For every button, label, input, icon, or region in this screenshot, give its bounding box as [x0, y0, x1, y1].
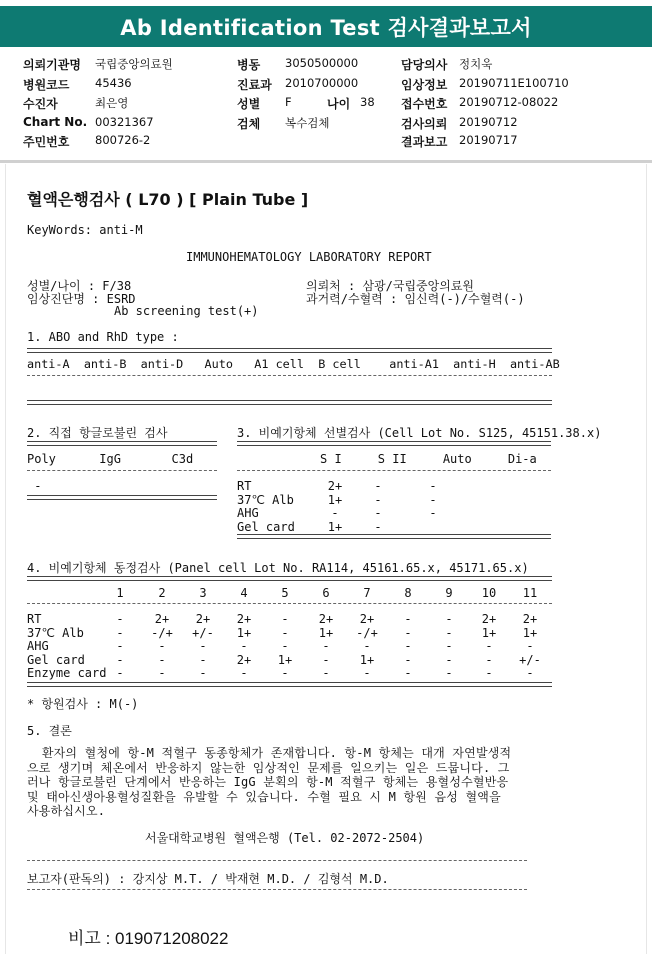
panel-column-header: 10 — [481, 586, 497, 600]
panel-cell: - — [281, 666, 289, 680]
label-chart-no: Chart No. — [23, 115, 88, 129]
panel-cell: 2+ — [359, 612, 375, 626]
panel-cell: -/+ — [151, 625, 173, 640]
panel-cell: - — [445, 666, 453, 680]
panel-cell: - — [404, 666, 412, 680]
antigen-test: * 항원검사 : M(-) — [27, 697, 139, 711]
panel-cell: - — [158, 652, 166, 667]
screening-columns: S I S II Auto Di-a — [320, 452, 537, 466]
dat-columns: Poly IgG C3d — [27, 452, 194, 466]
panel-cell: - — [445, 625, 453, 640]
panel-cell: - — [116, 666, 124, 680]
value-requesting-org: 국립중앙의료원 — [95, 57, 173, 71]
history: 과거력/수혈력 : 임신력(-)/수혈력(-) — [306, 292, 525, 306]
conclusion-line: 환자의 혈청에 항-M 적혈구 동종항체가 존재합니다. 항-M 항체는 대개 자연발생적 — [27, 746, 512, 760]
double-rule — [237, 441, 551, 446]
panel-cell: - — [116, 612, 124, 626]
panel-cell: +/- — [519, 652, 541, 667]
label-ward: 병동 — [237, 58, 261, 72]
value-sex: F — [285, 95, 292, 109]
panel-cell: - — [445, 639, 453, 653]
label-hospital-code: 병원코드 — [23, 78, 70, 92]
panel-column-header: 1 — [116, 586, 124, 600]
value-age: 38 — [360, 95, 375, 109]
value-report-date: 20190717 — [459, 133, 518, 147]
panel-cell: - — [485, 652, 493, 667]
panel-cell: - — [116, 652, 124, 667]
panel-cell: - — [526, 639, 534, 653]
label-receipt-no: 접수번호 — [401, 97, 448, 111]
value-specimen: 복수검체 — [285, 116, 330, 130]
abo-columns: anti-A anti-B anti-D Auto A1 cell B cell anti-A1 anti-H anti-AB — [27, 357, 560, 371]
value-hospital-code: 45436 — [95, 76, 132, 90]
panel-column-header: 9 — [445, 586, 453, 600]
value-resident-no: 800726-2 — [95, 133, 151, 147]
double-rule — [27, 441, 217, 446]
single-rule — [27, 603, 552, 604]
panel-cell: 1+ — [481, 625, 497, 640]
panel-cell: 1+ — [236, 625, 252, 640]
section-1-title: 1. ABO and RhD type : — [27, 330, 179, 344]
screening-cell: - — [331, 506, 339, 520]
double-rule — [27, 348, 552, 353]
panel-cell: - — [404, 612, 412, 626]
panel-cell: - — [322, 639, 330, 653]
panel-cell: - — [363, 666, 371, 680]
panel-cell: 2+ — [522, 612, 538, 626]
label-patient: 수진자 — [23, 97, 58, 111]
panel-cell: 2+ — [236, 612, 252, 626]
panel-cell: - — [158, 639, 166, 653]
screening-row-label: RT — [237, 479, 252, 493]
section-2-title: 2. 직접 항글로불린 검사 — [27, 426, 168, 440]
conclusion-line: 및 태아신생아용혈성질환을 유발할 수 있습니다. 수혈 필요 시 M 항원 음성 혈액을 — [27, 789, 501, 804]
panel-cell: - — [281, 625, 289, 640]
panel-column-header: 11 — [522, 586, 538, 600]
value-patient: 최은영 — [95, 96, 129, 110]
report-title: Ab Identification Test 검사결과보고서 — [120, 15, 532, 40]
panel-cell: 2+ — [318, 612, 334, 626]
double-rule — [237, 534, 551, 539]
label-specimen: 검체 — [237, 117, 261, 131]
panel-cell: - — [199, 639, 207, 653]
panel-cell: - — [404, 625, 412, 640]
panel-cell: 2+ — [481, 612, 497, 626]
report-title-bar — [0, 6, 652, 47]
panel-cell: - — [116, 625, 124, 640]
double-rule — [27, 400, 552, 405]
panel-column-header: 8 — [404, 586, 412, 600]
screening-row-label: Gel card — [237, 519, 295, 534]
panel-cell: - — [240, 639, 248, 653]
single-rule — [237, 470, 551, 471]
panel-cell: +/- — [192, 625, 214, 640]
panel-cell: - — [322, 666, 330, 680]
panel-cell: - — [526, 666, 534, 680]
value-clinical-info: 20190711E100710 — [459, 76, 569, 90]
value-receipt-no: 20190712-08022 — [459, 95, 559, 109]
reporters: 보고자(판독의) : 강지상 M.T. / 박재현 M.D. / 김형석 M.D. — [27, 872, 389, 886]
screening-cell: - — [429, 506, 437, 520]
value-chart-no: 00321367 — [95, 115, 154, 129]
conclusion-line: 러나 항글로불린 단계에서 반응하는 IgG 분획의 항-M 적혈구 항체는 용혈성수혈반응 — [27, 775, 509, 789]
clinical-diagnosis: 임상진단명 : ESRD — [27, 292, 136, 306]
value-ward: 3050500000 — [285, 56, 359, 70]
single-rule — [27, 470, 217, 471]
header-divider — [0, 160, 652, 163]
label-requesting-org: 의뢰기관명 — [23, 58, 81, 72]
double-rule — [27, 576, 552, 581]
panel-cell: - — [485, 666, 493, 680]
panel-row-label: Gel card — [27, 652, 85, 667]
panel-cell: - — [363, 639, 371, 653]
panel-cell: - — [485, 639, 493, 653]
panel-column-header: 3 — [199, 586, 207, 600]
value-doctor: 정치욱 — [459, 57, 493, 71]
panel-cell: - — [445, 612, 453, 626]
label-department: 진료과 — [237, 78, 272, 92]
single-rule — [27, 375, 552, 376]
screening-cell: - — [429, 479, 437, 493]
label-resident-no: 주민번호 — [23, 135, 70, 149]
panel-row-label: RT — [27, 612, 42, 626]
panel-column-header: 4 — [240, 586, 248, 600]
double-rule — [27, 495, 217, 500]
panel-cell: 2+ — [195, 612, 211, 626]
screening-cell: - — [374, 506, 382, 520]
label-request-date: 검사의뢰 — [401, 117, 448, 131]
screening-cell: - — [374, 479, 382, 493]
single-rule — [27, 860, 527, 861]
panel-column-header: 5 — [281, 586, 289, 600]
panel-cell: 1+ — [359, 652, 375, 667]
panel-cell: - — [322, 652, 330, 667]
panel-cell: - — [445, 652, 453, 667]
panel-column-header: 2 — [158, 586, 166, 600]
panel-cell: - — [404, 652, 412, 667]
panel-cell: - — [199, 666, 207, 680]
label-doctor: 담당의사 — [401, 58, 448, 72]
screening-cell: - — [429, 492, 437, 507]
panel-cell: - — [240, 666, 248, 680]
dat-value: - — [27, 479, 42, 493]
screening-note: Ab screening test(+) — [114, 304, 259, 318]
panel-cell: - — [404, 639, 412, 653]
institution: 서울대학교병원 혈액은행 (Tel. 02-2072-2504) — [145, 831, 425, 845]
section-3-title: 3. 비예기항체 선별검사 (Cell Lot No. S125, 45151.38.x) — [237, 426, 602, 440]
label-age: 나이 — [327, 97, 351, 111]
value-department: 2010700000 — [285, 76, 359, 90]
label-clinical-info: 임상정보 — [401, 78, 448, 92]
panel-cell: - — [281, 612, 289, 626]
conclusion-line: 으로 생기며 체온에서 반응하지 않는한 임상적인 문제를 일으키는 일은 드뭅니다. 그 — [27, 760, 510, 775]
referrer: 의뢰처 : 삼광/국립중앙의료원 — [306, 279, 475, 293]
lab-report-title: IMMUNOHEMATOLOGY LABORATORY REPORT — [186, 250, 432, 264]
screening-row-label: AHG — [237, 506, 259, 520]
panel-row-label: 37℃ Alb — [27, 625, 84, 640]
value-request-date: 20190712 — [459, 115, 518, 129]
patient-info-header — [0, 48, 652, 160]
panel-cell: 1+ — [318, 625, 334, 640]
panel-cell: 1+ — [277, 652, 293, 667]
test-heading: 혈액은행검사 ( L70 ) [ Plain Tube ] — [27, 190, 309, 209]
section-5-title: 5. 결론 — [27, 724, 72, 738]
panel-cell: 1+ — [522, 625, 538, 640]
panel-column-header: 6 — [322, 586, 330, 600]
double-rule — [27, 682, 552, 687]
single-rule — [27, 889, 527, 890]
screening-cell: - — [374, 519, 382, 534]
screening-cell: 2+ — [327, 479, 343, 493]
panel-cell: - — [116, 639, 124, 653]
panel-column-header: 7 — [363, 586, 371, 600]
panel-row-label: Enzyme card — [27, 666, 107, 680]
label-sex: 성별 — [237, 97, 261, 111]
screening-row-label: 37℃ Alb — [237, 492, 294, 507]
panel-cell: - — [199, 652, 207, 667]
conclusion-line: 사용하십시오. — [27, 804, 106, 818]
screening-cell: 1+ — [327, 519, 343, 534]
screening-cell: - — [374, 492, 382, 507]
panel-cell: - — [158, 666, 166, 680]
panel-cell: -/+ — [356, 625, 378, 640]
remarks: 비고 : 019071208022 — [68, 929, 229, 948]
section-4-title: 4. 비예기항체 동정검사 (Panel cell Lot No. RA114, 45161.65.x, 45171.65.x) — [27, 561, 529, 575]
keywords: KeyWords: anti-M — [27, 223, 143, 237]
screening-cell: 1+ — [327, 492, 343, 507]
panel-cell: 2+ — [236, 652, 252, 667]
label-report-date: 결과보고 — [401, 135, 448, 149]
panel-cell: - — [281, 639, 289, 653]
panel-row-label: AHG — [27, 639, 49, 653]
panel-cell: 2+ — [154, 612, 170, 626]
sex-age: 성별/나이 : F/38 — [27, 279, 132, 293]
